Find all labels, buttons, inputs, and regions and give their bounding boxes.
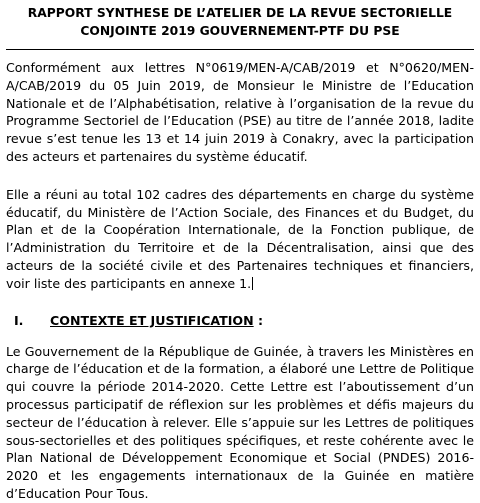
paragraph-participants-text: Elle a réuni au total 102 cadres des départements en charge du système éducatif, du Ministère de l’Action Sociale, des Finances et du Budget, du Plan et de la Coopération Internationale, de la Fonction publique, de l’Administration du Territoire et de la Décentralisation, ainsi que des acteurs de la société civile et des Partenaires techniques et financiers, voir liste des participants en annexe 1. bbox=[6, 186, 474, 291]
section-number: I. bbox=[14, 312, 24, 328]
section-title: CONTEXTE ET JUSTIFICATION bbox=[50, 312, 254, 328]
paragraph-participants bbox=[6, 186, 474, 293]
text-cursor bbox=[252, 277, 253, 290]
section-heading bbox=[6, 311, 474, 331]
document-title bbox=[6, 0, 474, 40]
paragraph-context: Le Gouvernement de la République de Guinée, à travers les Ministères en charge de l’éducation et de la formation, a élaboré une Lettre de Politique qui couvre la période 2014-2020. Cette Lettre est l’aboutissement d’un processus participatif de réflexion sur les problèmes et défis majeurs du secteur de l’éducation à relever. Elle s’appuie sur les Lettres de politiques sous-sectorielles et des politiques spécifiques, et reste cohérente avec le Plan National de Développement Economique et Social (PNDES) 2016-2020 et les engagements internationaux de la Guinée en matière d’Education Pour Tous. bbox=[6, 343, 474, 501]
title-line-2: CONJOINTE 2019 GOUVERNEMENT-PTF DU PSE bbox=[80, 24, 400, 38]
section-colon: : bbox=[253, 312, 264, 328]
title-line-1: RAPPORT SYNTHESE DE L’ATELIER DE LA REVUE SECTORIELLE bbox=[27, 6, 453, 20]
paragraph-intro: Conformément aux lettres N°0619/MEN-A/CAB/2019 et N°0620/MEN-A/CAB/2019 du 05 Juin 2019, de Monsieur le Ministre de l’Education Nationale et de l’Alphabétisation, relative à l’organisation de la revue du Programme Sectoriel de l’Education (PSE) au titre de l’année 2018, ladite revue s’est tenue les 13 et 14 juin 2019 à Conakry, avec la participation des acteurs et partenaires du système éducatif. bbox=[6, 60, 474, 164]
title-divider bbox=[6, 49, 474, 50]
